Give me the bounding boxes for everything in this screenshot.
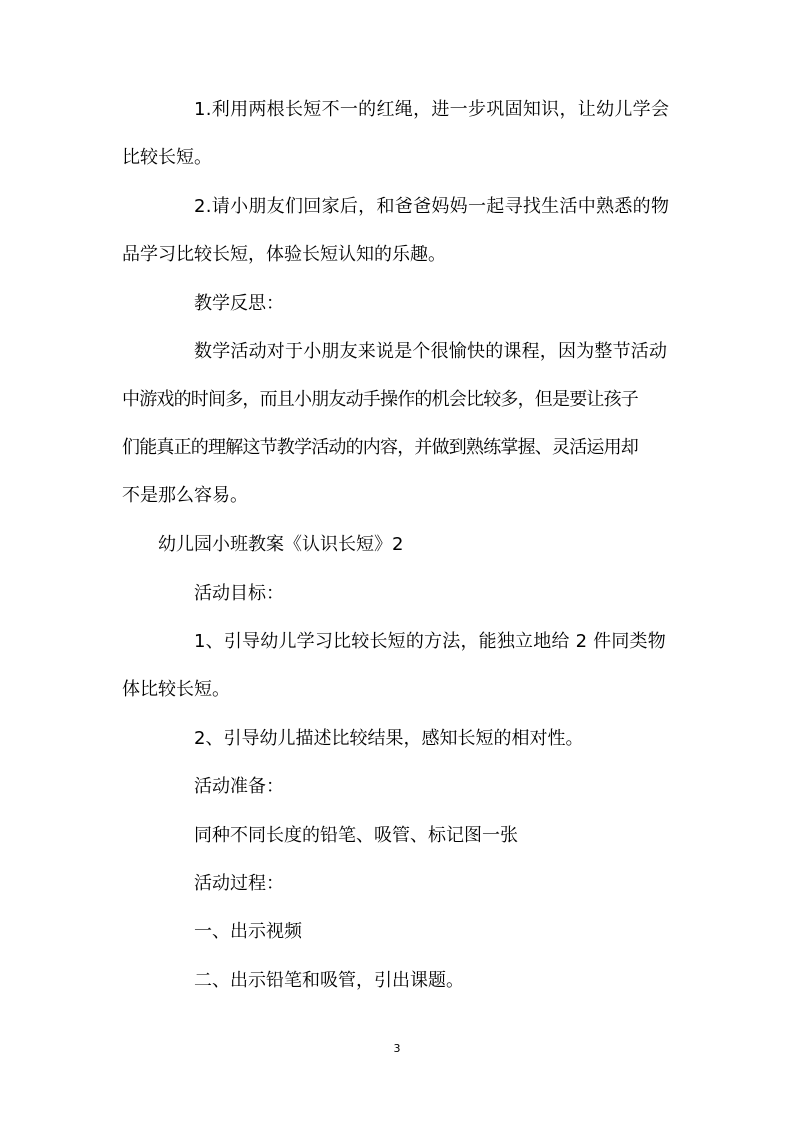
paragraph-line: 中游戏的时间多，而且小朋友动手操作的机会比较多，但是要让孩子 bbox=[122, 389, 638, 410]
paragraph-line: 不是那么容易。 bbox=[122, 485, 248, 506]
section-heading: 教学反思： bbox=[194, 293, 284, 314]
lesson-title: 幼儿园小班教案《认识长短》2 bbox=[158, 534, 404, 555]
paragraph-line: 2.请小朋友们回家后，和爸爸妈妈一起寻找生活中熟悉的物 bbox=[194, 196, 670, 217]
page-number: 3 bbox=[393, 1042, 401, 1055]
section-heading: 活动目标： bbox=[194, 583, 284, 604]
paragraph-line: 品学习比较长短，体验长短认知的乐趣。 bbox=[122, 244, 446, 265]
paragraph-line: 一、出示视频 bbox=[194, 921, 302, 942]
paragraph-line: 同种不同长度的铅笔、吸管、标记图一张 bbox=[194, 825, 518, 846]
paragraph-line: 比较长短。 bbox=[122, 147, 212, 168]
paragraph-line: 1.利用两根长短不一的红绳，进一步巩固知识，让幼儿学会 bbox=[194, 99, 670, 120]
paragraph-line: 数学活动对于小朋友来说是个很愉快的课程，因为整节活动 bbox=[194, 341, 668, 362]
section-heading: 活动准备： bbox=[194, 776, 284, 797]
paragraph-line: 2、引导幼儿描述比较结果，感知长短的相对性。 bbox=[194, 728, 584, 749]
section-heading: 活动过程： bbox=[194, 873, 284, 894]
paragraph-line: 1、引导幼儿学习比较长短的方法，能独立地给 2 件同类物 bbox=[194, 631, 666, 652]
paragraph-line: 二、出示铅笔和吸管，引出课题。 bbox=[194, 970, 464, 991]
paragraph-line: 体比较长短。 bbox=[122, 679, 230, 700]
paragraph-line: 们能真正的理解这节教学活动的内容，并做到熟练掌握、灵活运用却 bbox=[122, 437, 638, 458]
